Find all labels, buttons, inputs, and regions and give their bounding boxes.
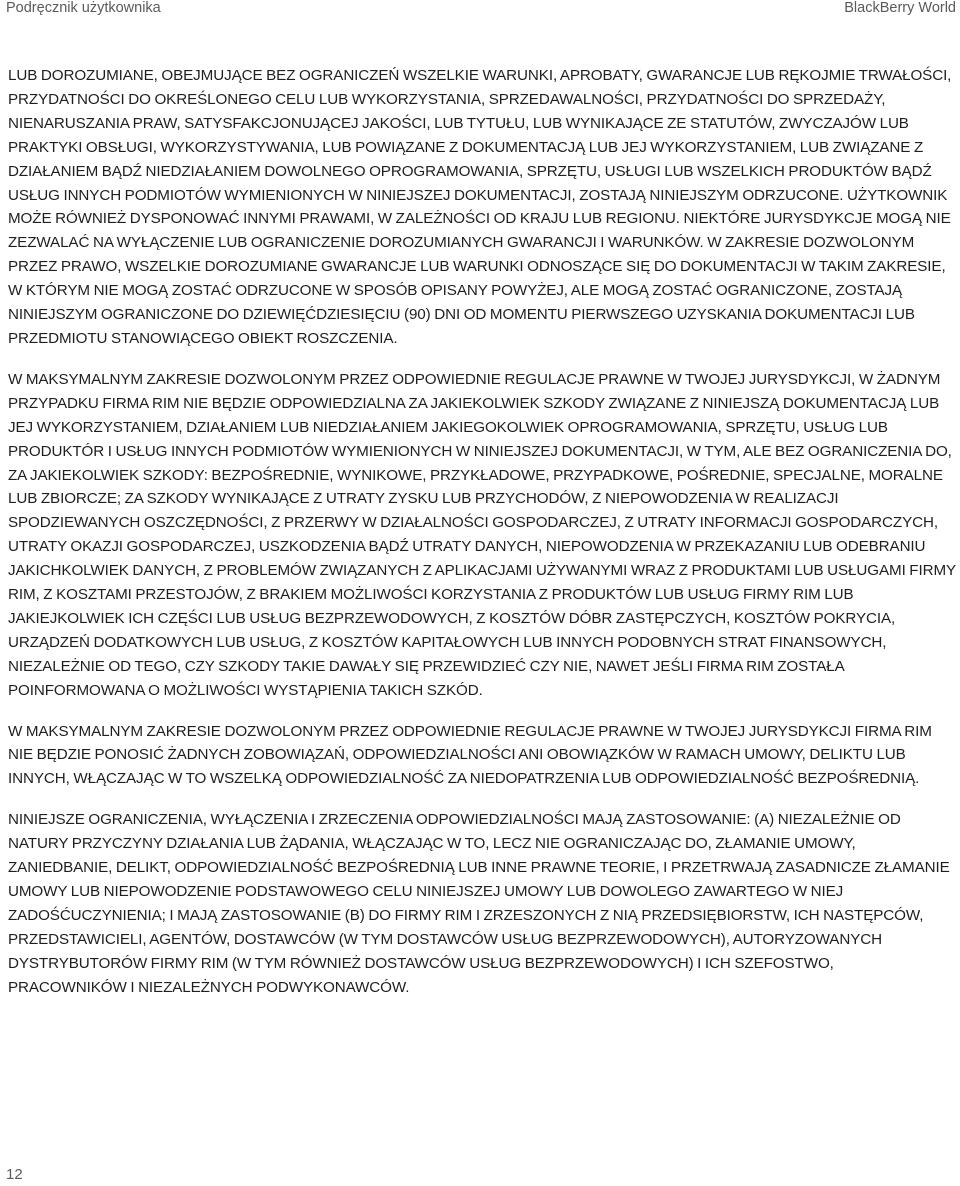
- paragraph-liability-exclusion: W MAKSYMALNYM ZAKRESIE DOZWOLONYM PRZEZ ODPOWIEDNIE REGULACJE PRAWNE W TWOJEJ JURYSDYKCJI FIRMA RIM NIE BĘDZIE PONOSIĆ ŻADNYCH ZOBOWIĄZAŃ, ODPOWIEDZIALNOŚCI ANI OBOWIĄZKÓW W RAMACH UMOWY, DELIKTU LUB INNYCH, WŁĄCZAJĄC W TO WSZELKĄ ODPOWIEDZIALNOŚĆ ZA NIEDOPATRZENIA LUB ODPOWIEDZIALNOŚĆ BEZPOŚREDNIĄ.: [8, 722, 932, 788]
- page-header: [0, 0, 960, 20]
- page-number: 12: [6, 1166, 23, 1183]
- document-body: [8, 64, 956, 1000]
- paragraph-limitations-scope: NINIEJSZE OGRANICZENIA, WYŁĄCZENIA I ZRZECZENIA ODPOWIEDZIALNOŚCI MAJĄ ZASTOSOWANIE: (A) NIEZALEŻNIE OD NATURY PRZYCZYNY DZIAŁANIA LUB ŻĄDANIA, WŁĄCZAJĄC W TO, LECZ NIE OGRANICZAJĄC DO, ZŁAMANIE UMOWY, ZANIEDBANIE, DELIKT, ODPOWIEDZIALNOŚĆ BEZPOŚREDNIĄ LUB INNE PRAWNE TEORIE, I PRZETRWAJĄ ZASADNICZE ZŁAMANIE UMOWY LUB NIEPOWODZENIE PODSTAWOWEGO CELU NINIEJSZEJ UMOWY LUB DOWOLEGO ZAWARTEGO W NIEJ ZADOŚĆUCZYNIENIA; I MAJĄ ZASTOSOWANIE (B) DO FIRMY RIM I ZRZESZONYCH Z NIĄ PRZEDSIĘBIORSTW, ICH NASTĘPCÓW, PRZEDSTAWICIELI, AGENTÓW, DOSTAWCÓW (W TYM DOSTAWCÓW USŁUG BEZPRZEWODOWYCH), AUTORYZOWANYCH DYSTRYBUTORÓW FIRMY RIM (W TYM RÓWNIEŻ DOSTAWCÓW USŁUG BEZPRZEWODOWYCH) I ICH SZEFOSTWO, PRACOWNIKÓW I NIEZALEŻNYCH PODWYKONAWCÓW.: [8, 811, 950, 996]
- paragraph-warranty-disclaimer: LUB DOROZUMIANE, OBEJMUJĄCE BEZ OGRANICZEŃ WSZELKIE WARUNKI, APROBATY, GWARANCJE LUB RĘKOJMIE TRWAŁOŚCI, PRZYDATNOŚCI DO OKREŚLONEGO CELU LUB WYKORZYSTANIA, SPRZEDAWALNOŚCI, PRZYDATNOŚCI DO SPRZEDAŻY, NIENARUSZANIA PRAW, SATYSFAKCJONUJĄCEJ JAKOŚCI, LUB TYTUŁU, LUB WYNIKAJĄCE ZE STATUTÓW, ZWYCZAJÓW LUB PRAKTYKI OBSŁUGI, WYKORZYSTYWANIA, LUB POWIĄZANE Z DOKUMENTACJĄ LUB JEJ WYKORZYSTANIEM, LUB ZWIĄZANE Z DZIAŁANIEM BĄDŹ NIEDZIAŁANIEM DOWOLNEGO OPROGRAMOWANIA, SPRZĘTU, USŁUGI LUB WSZELKICH PRODUKTÓW BĄDŹ USŁUG INNYCH PODMIOTÓW WYMIENIONYCH W NINIEJSZEJ DOKUMENTACJI, ZOSTAJĄ NINIEJSZYM ODRZUCONE. UŻYTKOWNIK MOŻE RÓWNIEŻ DYSPONOWAĆ INNYMI PRAWAMI, W ZALEŻNOŚCI OD KRAJU LUB REGIONU. NIEKTÓRE JURYSDYKCJE MOGĄ NIE ZEZWALAĆ NA WYŁĄCZENIE LUB OGRANICZENIE DOROZUMIANYCH GWARANCJI I WARUNKÓW. W ZAKRESIE DOZWOLONYM PRZEZ PRAWO, WSZELKIE DOROZUMIANE GWARANCJE LUB WARUNKI ODNOSZĄCE SIĘ DO DOKUMENTACJI W TAKIM ZAKRESIE, W KTÓRYM NIE MOGĄ ZOSTAĆ ODRZUCONE W SPOSÓB OPISANY POWYŻEJ, ALE MOGĄ ZOSTAĆ OGRANICZONE, ZOSTAJĄ NINIEJSZYM OGRANICZONE DO DZIEWIĘĆDZIESIĘCIU (90) DNI OD MOMENTU PIERWSZEGO UZYSKANIA DOKUMENTACJI LUB PRZEDMIOTU STANOWIĄCEGO OBIEKT ROSZCZENIA.: [8, 67, 952, 347]
- section-title: BlackBerry World: [844, 0, 956, 16]
- paragraph-damages-limitation: W MAKSYMALNYM ZAKRESIE DOZWOLONYM PRZEZ ODPOWIEDNIE REGULACJE PRAWNE W TWOJEJ JURYSDYKCJI, W ŻADNYM PRZYPADKU FIRMA RIM NIE BĘDZIE ODPOWIEDZIALNA ZA JAKIEKOLWIEK SZKODY ZWIĄZANE Z NINIEJSZĄ DOKUMENTACJĄ LUB JEJ WYKORZYSTANIEM, DZIAŁANIEM LUB NIEDZIAŁANIEM JAKIEGOKOLWIEK OPROGRAMOWANIA, SPRZĘTU, USŁUG LUB PRODUKTÓR I USŁUG INNYCH PODMIOTÓW WYMIENIONYCH W NINIEJSZEJ DOKUMENTACJI, W TYM, ALE BEZ OGRANICZENIA DO, ZA JAKIEKOLWIEK SZKODY: BEZPOŚREDNIE, WYNIKOWE, PRZYKŁADOWE, PRZYPADKOWE, POŚREDNIE, SPECJALNE, MORALNE LUB ZBIORCZE; ZA SZKODY WYNIKAJĄCE Z UTRATY ZYSKU LUB PRZYCHODÓW, Z NIEPOWODZENIA W REALIZACJI SPODZIEWANYCH OSZCZĘDNOŚCI, Z PRZERWY W DZIAŁALNOŚCI GOSPODARCZEJ, Z UTRATY INFORMACJI GOSPODARCZYCH, UTRATY OKAZJI GOSPODARCZEJ, USZKODZENIA BĄDŹ UTRATY DANYCH, NIEPOWODZENIA W PRZEKAZANIU LUB ODEBRANIU JAKICHKOLWIEK DANYCH, Z PROBLEMÓW ZWIĄZANYCH Z APLIKACJAMI UŻYWANYMI WRAZ Z PRODUKTAMI LUB USŁUGAMI FIRMY RIM, Z KOSZTAMI PRZESTOJÓW, Z BRAKIEM MOŻLIWOŚCI KORZYSTANIA Z PRODUKTÓW LUB USŁUG FIRMY RIM LUB JAKIEJKOLWIEK ICH CZĘŚCI LUB USŁUG BEZPRZEWODOWYCH, Z KOSZTÓW DÓBR ZASTĘPCZYCH, KOSZTÓW POKRYCIA, URZĄDZEŃ DODATKOWYCH LUB USŁUG, Z KOSZTÓW KAPITAŁOWYCH LUB INNYCH PODOBNYCH STRAT FINANSOWYCH, NIEZALEŻNIE OD TEGO, CZY SZKODY TAKIE DAWAŁY SIĘ PRZEWIDZIEĆ CZY NIE, NAWET JEŚLI FIRMA RIM ZOSTAŁA POINFORMOWANA O MOŻLIWOŚCI WYSTĄPIENIA TAKICH SZKÓD.: [8, 370, 956, 699]
- manual-title: Podręcznik użytkownika: [6, 0, 161, 16]
